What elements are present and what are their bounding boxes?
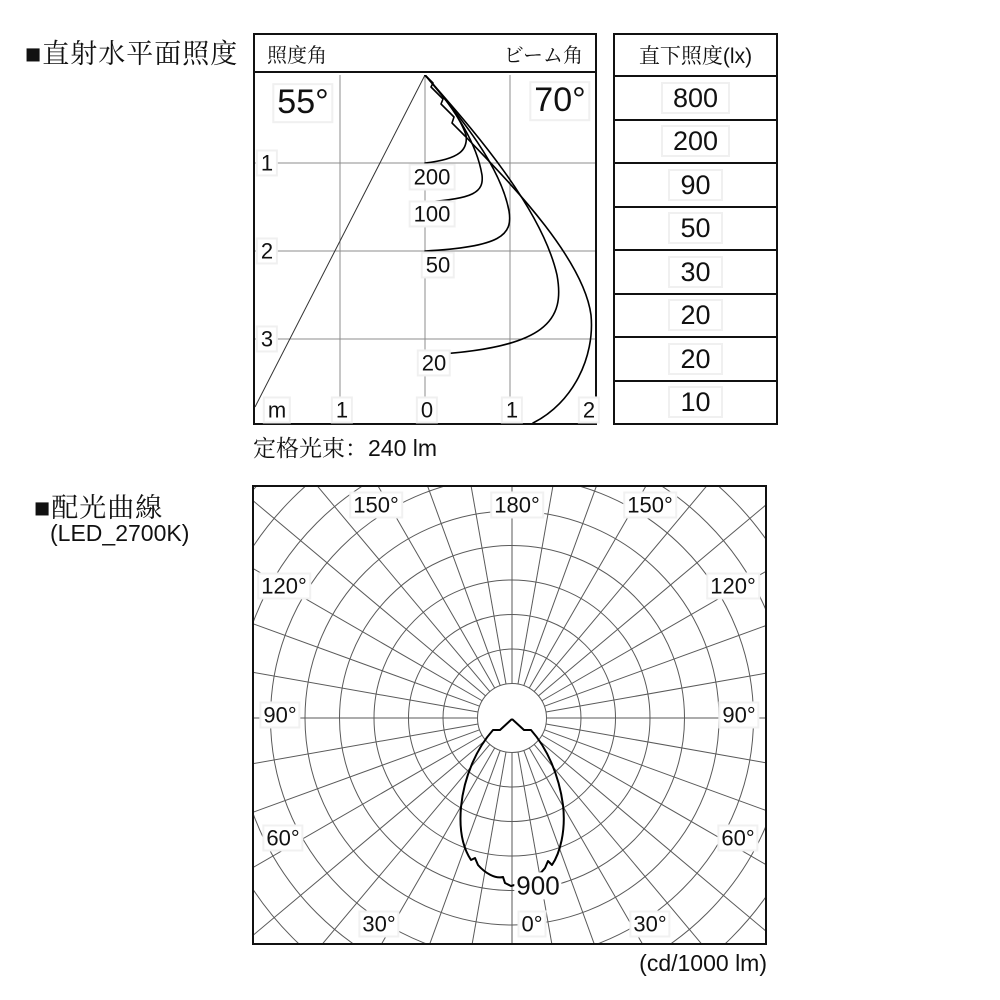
table-row [615,164,776,208]
angle-label-30-left: 30° [362,911,396,937]
illuminance-value: 90 [670,171,720,199]
illuminance-value: 30 [670,258,720,286]
direct-illuminance-table [613,33,778,425]
illuminance-value: 20 [670,301,720,329]
table-row [615,382,776,424]
table-row [615,338,776,382]
x-tick-left-1: 1 [333,398,351,421]
table-row [615,251,776,295]
polar-plot [254,487,765,943]
illuminance-chart [253,33,597,425]
illuminance-value: 50 [670,214,720,242]
illuminance-angle-column-label: 照度角 [267,44,327,67]
angle-label-60-left: 60° [266,825,300,851]
curve-label-50: 50 [423,253,453,276]
curve-label-100: 100 [411,202,454,225]
table-row [615,295,776,339]
angle-label-30-right: 30° [633,911,667,937]
illuminance-value: 800 [663,84,728,112]
x-tick-right-2: 2 [580,398,598,421]
illuminance-value: 10 [670,388,720,416]
beam-angle-column-label: ビーム角 [503,44,583,67]
distribution-section-title: ■配光曲線 [34,493,164,523]
distribution-polar-chart [252,485,767,945]
illuminance-value: 200 [663,127,728,155]
angle-label-150-left: 150° [353,492,399,518]
peak-intensity-label: 900 [516,870,560,901]
angle-label-120-left: 120° [261,573,307,599]
direct-illuminance-header-label: 直下照度(lx) [638,45,753,68]
y-tick-2: 2 [258,239,276,262]
angle-label-90-left: 90° [263,702,297,728]
x-axis-unit-m: m [265,398,289,421]
y-tick-1: 1 [258,151,276,174]
curve-label-20: 20 [419,351,449,374]
direct-illuminance-table-header [615,35,776,77]
table-row [615,208,776,252]
distribution-section-subtitle: (LED_2700K) [50,520,190,546]
table-row [615,121,776,165]
polar-grid [254,487,765,943]
illuminance-value: 20 [670,345,720,373]
illuminance-angle-value: 55° [274,85,331,121]
angle-label-180: 180° [494,492,540,518]
beam-angle-value: 70° [531,83,588,119]
polar-unit-label: (cd/1000 lm) [639,950,767,976]
angle-label-90-right: 90° [722,702,756,728]
curve-label-200: 200 [411,165,454,188]
x-tick-0: 0 [418,398,436,421]
angle-label-120-right: 120° [710,573,756,599]
angle-label-0: 0° [521,911,543,937]
x-tick-right-1: 1 [503,398,521,421]
y-tick-3: 3 [258,327,276,350]
illuminance-section-title: ■直射水平面照度 [25,39,239,69]
angle-label-150-right: 150° [627,492,673,518]
angle-label-60-right: 60° [721,825,755,851]
rated-flux-note: 定格光束：240 lm [253,435,438,461]
table-row [615,77,776,121]
illuminance-chart-header [255,35,595,73]
